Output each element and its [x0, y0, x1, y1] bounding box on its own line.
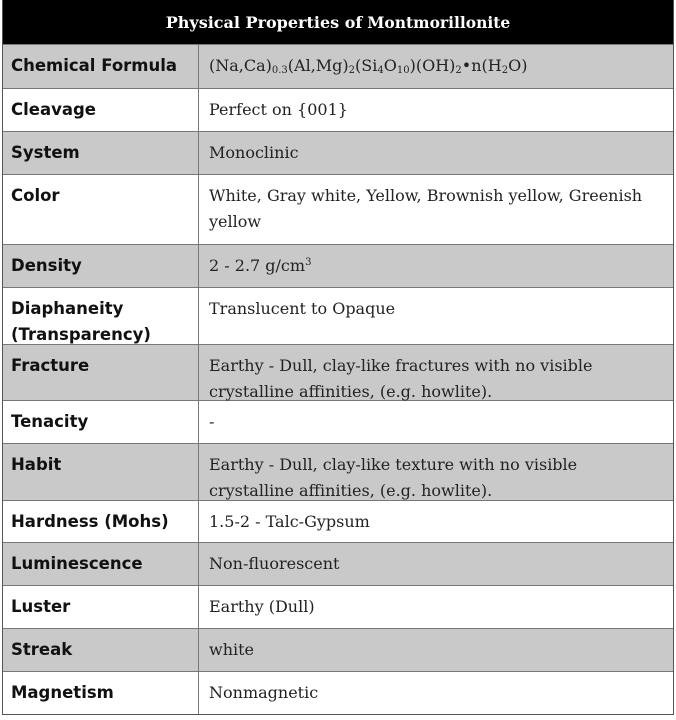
row-value: Perfect on {001} — [209, 100, 348, 119]
row-value: - — [209, 412, 215, 431]
density-value: 2 - 2.7 $g/cm^3$ — [209, 256, 312, 275]
row-value: Nonmagnetic — [209, 683, 319, 702]
row-value: white — [209, 640, 255, 659]
row-value: Earthy (Dull) — [209, 597, 315, 616]
table-row-habit — [3, 443, 673, 500]
row-label: Luster — [3, 586, 199, 628]
row-value: Earthy - Dull, clay-like fractures with no visible crystalline affinities, (e.g. howlite). — [209, 356, 593, 401]
properties-table — [2, 0, 674, 715]
row-label: Fracture — [3, 345, 199, 400]
row-label: Tenacity — [3, 401, 199, 443]
row-value: White, Gray white, Yellow, Brownish yellow, Greenish yellow — [209, 186, 643, 231]
table-row-luminescence — [3, 542, 673, 585]
table-row-magnetism — [3, 671, 673, 714]
table-row-density — [3, 244, 673, 287]
table-row-hardness — [3, 500, 673, 542]
table-row-tenacity — [3, 400, 673, 443]
title-mineral: Montmorillonite — [367, 12, 511, 32]
row-label: Hardness (Mohs) — [3, 501, 199, 542]
row-value: Non-fluorescent — [209, 554, 340, 573]
row-label: Color — [3, 175, 199, 244]
table-row-diaphaneity — [3, 287, 673, 344]
title-prefix: Physical Properties of — [165, 12, 363, 32]
table-row-streak — [3, 628, 673, 671]
table-row-luster — [3, 585, 673, 628]
row-value: Translucent to Opaque — [209, 299, 396, 318]
row-label: Streak — [3, 629, 199, 671]
row-label: Density — [3, 245, 199, 287]
row-value: Earthy - Dull, clay-like texture with no visible crystalline affinities, (e.g. howlite). — [209, 455, 578, 500]
table-row-cleavage — [3, 88, 673, 131]
row-label: Diaphaneity (Transparency) — [3, 288, 199, 344]
row-label: System — [3, 132, 199, 174]
row-label: Habit — [3, 444, 199, 500]
table-row-color — [3, 174, 673, 244]
row-value: Monoclinic — [209, 143, 299, 162]
table-row-chemical-formula — [3, 44, 673, 88]
row-label: Luminescence — [3, 543, 199, 585]
row-label: Chemical Formula — [3, 45, 199, 88]
table-title — [3, 0, 673, 44]
row-value: 1.5-2 - Talc-Gypsum — [209, 512, 370, 531]
row-label: Magnetism — [3, 672, 199, 714]
table-row-fracture — [3, 344, 673, 400]
row-label: Cleavage — [3, 89, 199, 131]
chemical-formula-value: $(Na,Ca)_{0.3}(Al,Mg)_2(Si_4O_{10})(OH)_2•n(H_2O)$ — [209, 56, 528, 76]
table-row-system — [3, 131, 673, 174]
